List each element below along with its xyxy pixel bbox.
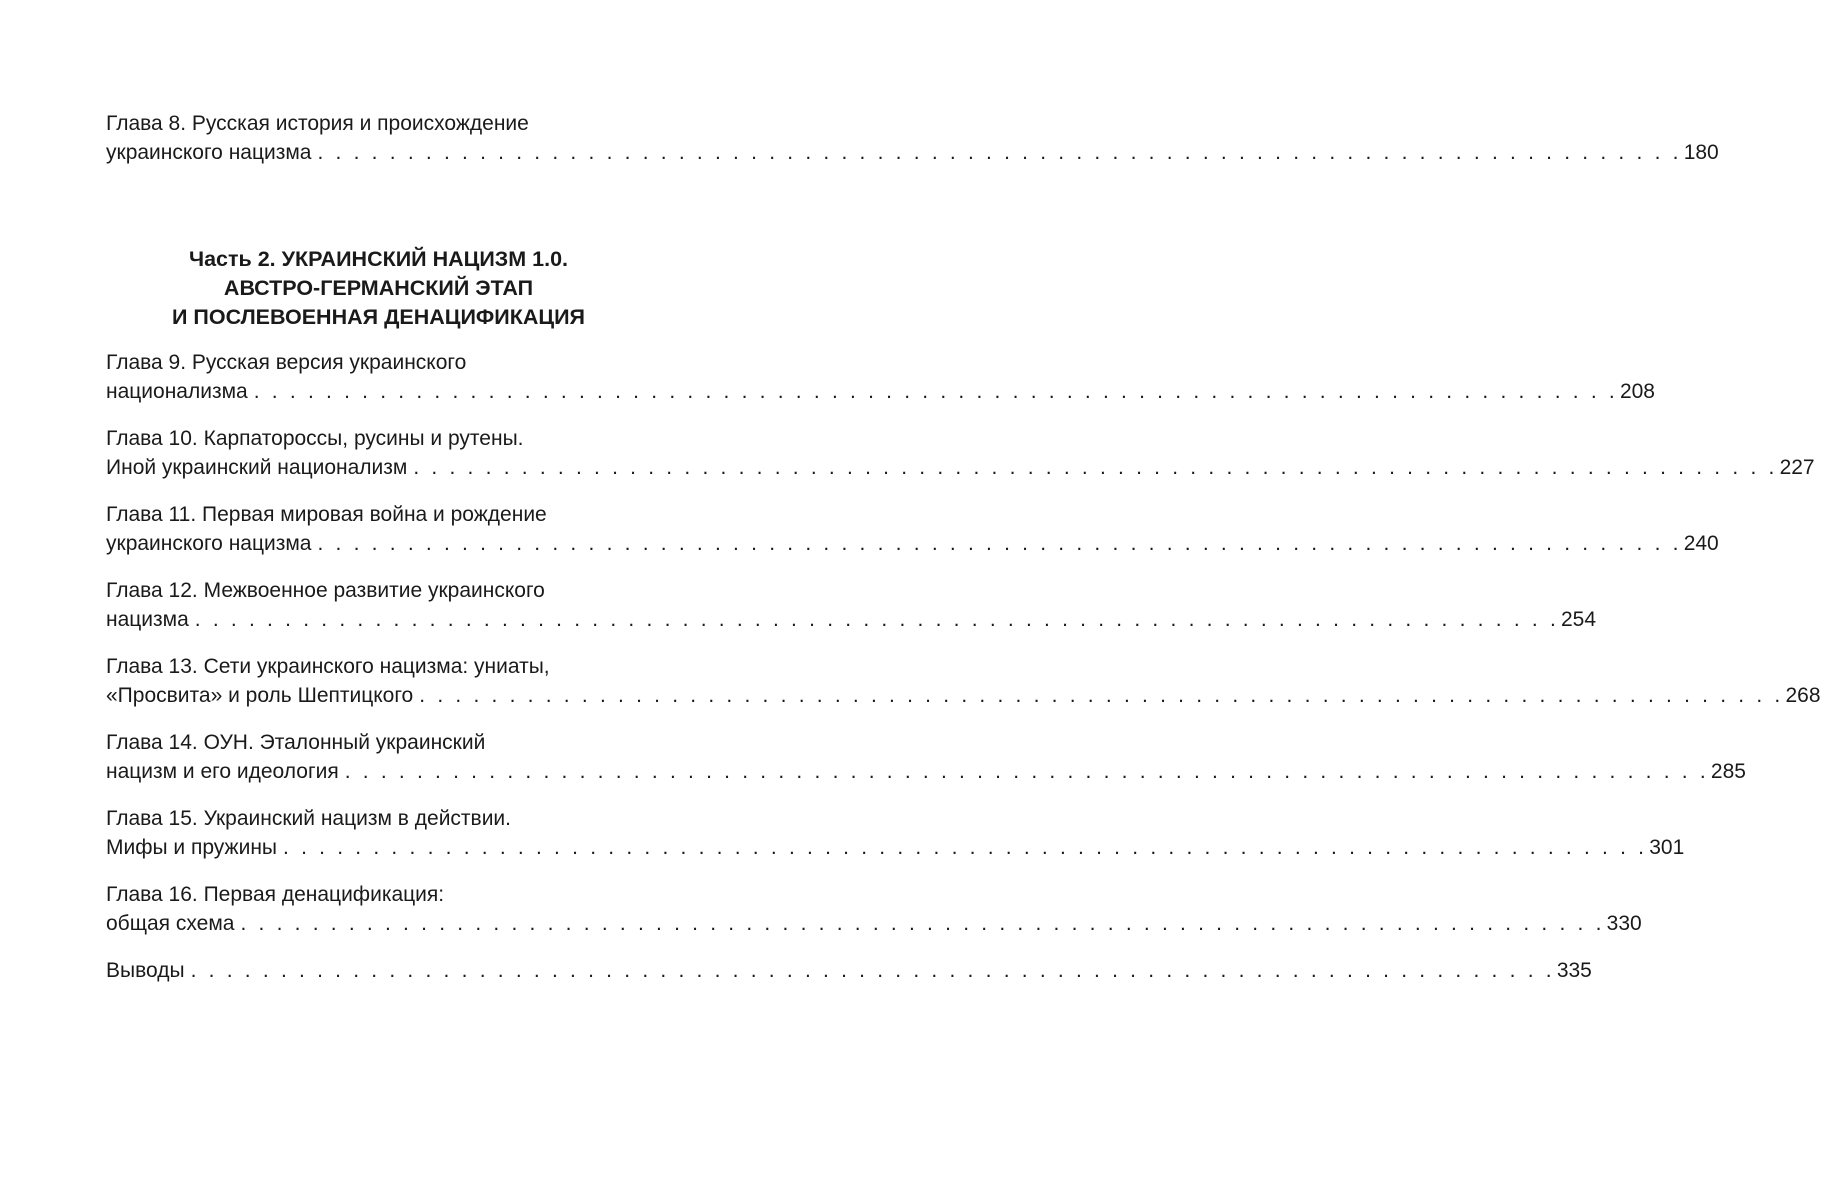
toc-entry-title-line2: украинского нацизма [106, 532, 312, 555]
toc-entry-leader-line [106, 453, 1815, 482]
toc-entry-leader-line [106, 529, 1719, 558]
toc-entry-leader-line [106, 757, 1746, 786]
toc-page-number: 208 [1619, 380, 1655, 403]
dot-leader: . . . . . . . . . . . . . . . . . . . . . . . . . . . . . . . . . . . . . . . . . . . . . . . . . . . . . . . . . . . . . . . . . . . . . . . . . . . . [190, 959, 1555, 982]
toc-entry-title-line2: «Просвита» и роль Шептицкого [106, 684, 414, 707]
toc-entry[interactable] [106, 728, 1746, 786]
toc-entry-conclusion[interactable] [106, 956, 1592, 985]
toc-page-number: 240 [1683, 532, 1719, 555]
toc-entry[interactable] [106, 652, 1821, 710]
toc-entry-leader-line [106, 909, 1642, 938]
part-heading-line2: АВСТРО-ГЕРМАНСКИЙ ЭТАП [223, 276, 534, 300]
dot-leader: . . . . . . . . . . . . . . . . . . . . . . . . . . . . . . . . . . . . . . . . . . . . . . . . . . . . . . . . . . . . . . . . . . . . . . . . . . . . [253, 380, 1618, 403]
toc-entry-leader-line [106, 956, 1592, 985]
dot-leader: . . . . . . . . . . . . . . . . . . . . . . . . . . . . . . . . . . . . . . . . . . . . . . . . . . . . . . . . . . . . . . . . . . . . . . . . . . . . [317, 141, 1682, 164]
dot-leader: . . . . . . . . . . . . . . . . . . . . . . . . . . . . . . . . . . . . . . . . . . . . . . . . . . . . . . . . . . . . . . . . . . . . . . . . . . . . [317, 532, 1682, 555]
toc-entry-leader-line [106, 605, 1597, 634]
table-of-contents [106, 109, 1821, 985]
toc-entry-title: Выводы [106, 959, 185, 982]
toc-page-number: 180 [1683, 141, 1719, 164]
dot-leader: . . . . . . . . . . . . . . . . . . . . . . . . . . . . . . . . . . . . . . . . . . . . . . . . . . . . . . . . . . . . . . . . . . . . . . . . . . . . [419, 684, 1784, 707]
toc-entry-title-line1: Глава 12. Межвоенное развитие украинского [106, 579, 545, 602]
toc-entry-title-line2: украинского нацизма [106, 141, 312, 164]
toc-entry-leader-line [106, 681, 1821, 710]
toc-page-number: 301 [1649, 836, 1685, 859]
dot-leader: . . . . . . . . . . . . . . . . . . . . . . . . . . . . . . . . . . . . . . . . . . . . . . . . . . . . . . . . . . . . . . . . . . . . . . . . . . . . [240, 912, 1605, 935]
toc-entry-title-line2: общая схема [106, 912, 235, 935]
dot-leader: . . . . . . . . . . . . . . . . . . . . . . . . . . . . . . . . . . . . . . . . . . . . . . . . . . . . . . . . . . . . . . . . . . . . . . . . . . . . [344, 760, 1709, 783]
toc-entry[interactable] [106, 348, 1655, 406]
part-heading-line1: Часть 2. УКРАИНСКИЙ НАЦИЗМ 1.0. [188, 247, 569, 271]
toc-entry-chapter-8[interactable] [106, 109, 1719, 167]
toc-entry-title-line1: Глава 15. Украинский нацизм в действии. [106, 807, 511, 830]
toc-entry-title-line1: Глава 13. Сети украинского нацизма: униаты, [106, 655, 550, 678]
toc-entry[interactable] [106, 424, 1815, 482]
toc-entry[interactable] [106, 576, 1597, 634]
toc-page-number: 268 [1785, 684, 1821, 707]
toc-entry-title-line1: Глава 11. Первая мировая война и рождение [106, 503, 547, 526]
toc-page-number: 335 [1556, 959, 1592, 982]
dot-leader: . . . . . . . . . . . . . . . . . . . . . . . . . . . . . . . . . . . . . . . . . . . . . . . . . . . . . . . . . . . . . . . . . . . . . . . . . . . . [283, 836, 1648, 859]
toc-entry-title-line2: национализма [106, 380, 248, 403]
toc-entry-title-line2: Мифы и пружины [106, 836, 278, 859]
toc-entry-leader-line [106, 833, 1685, 862]
toc-entry-title-line1: Глава 10. Карпатороссы, русины и рутены. [106, 427, 524, 450]
toc-entry-leader-line [106, 377, 1655, 406]
toc-entry[interactable] [106, 804, 1685, 862]
part-heading-line3: И ПОСЛЕВОЕННАЯ ДЕНАЦИФИКАЦИЯ [171, 305, 585, 329]
toc-page-number: 330 [1606, 912, 1642, 935]
dot-leader: . . . . . . . . . . . . . . . . . . . . . . . . . . . . . . . . . . . . . . . . . . . . . . . . . . . . . . . . . . . . . . . . . . . . . . . . . . . . [194, 608, 1559, 631]
toc-page-number: 227 [1779, 456, 1815, 479]
toc-entry-list [106, 348, 1821, 938]
toc-page-number: 285 [1710, 760, 1746, 783]
toc-entry-title-line2: нацизм и его идеология [106, 760, 339, 783]
toc-page-number: 254 [1561, 608, 1597, 631]
toc-entry-title-line1: Глава 16. Первая денацификация: [106, 883, 445, 906]
toc-entry[interactable] [106, 880, 1642, 938]
toc-entry-title-line2: нацизма [106, 608, 189, 631]
toc-entry-title-line1: Глава 14. ОУН. Эталонный украинский [106, 731, 486, 754]
dot-leader: . . . . . . . . . . . . . . . . . . . . . . . . . . . . . . . . . . . . . . . . . . . . . . . . . . . . . . . . . . . . . . . . . . . . . . . . . . . . [413, 456, 1778, 479]
part-heading [106, 245, 651, 332]
toc-entry[interactable] [106, 500, 1719, 558]
toc-entry-title-line1: Глава 8. Русская история и происхождение [106, 112, 529, 135]
toc-entry-leader-line [106, 138, 1719, 167]
toc-entry-title-line1: Глава 9. Русская версия украинского [106, 351, 467, 374]
toc-entry-title-line2: Иной украинский национализм [106, 456, 408, 479]
